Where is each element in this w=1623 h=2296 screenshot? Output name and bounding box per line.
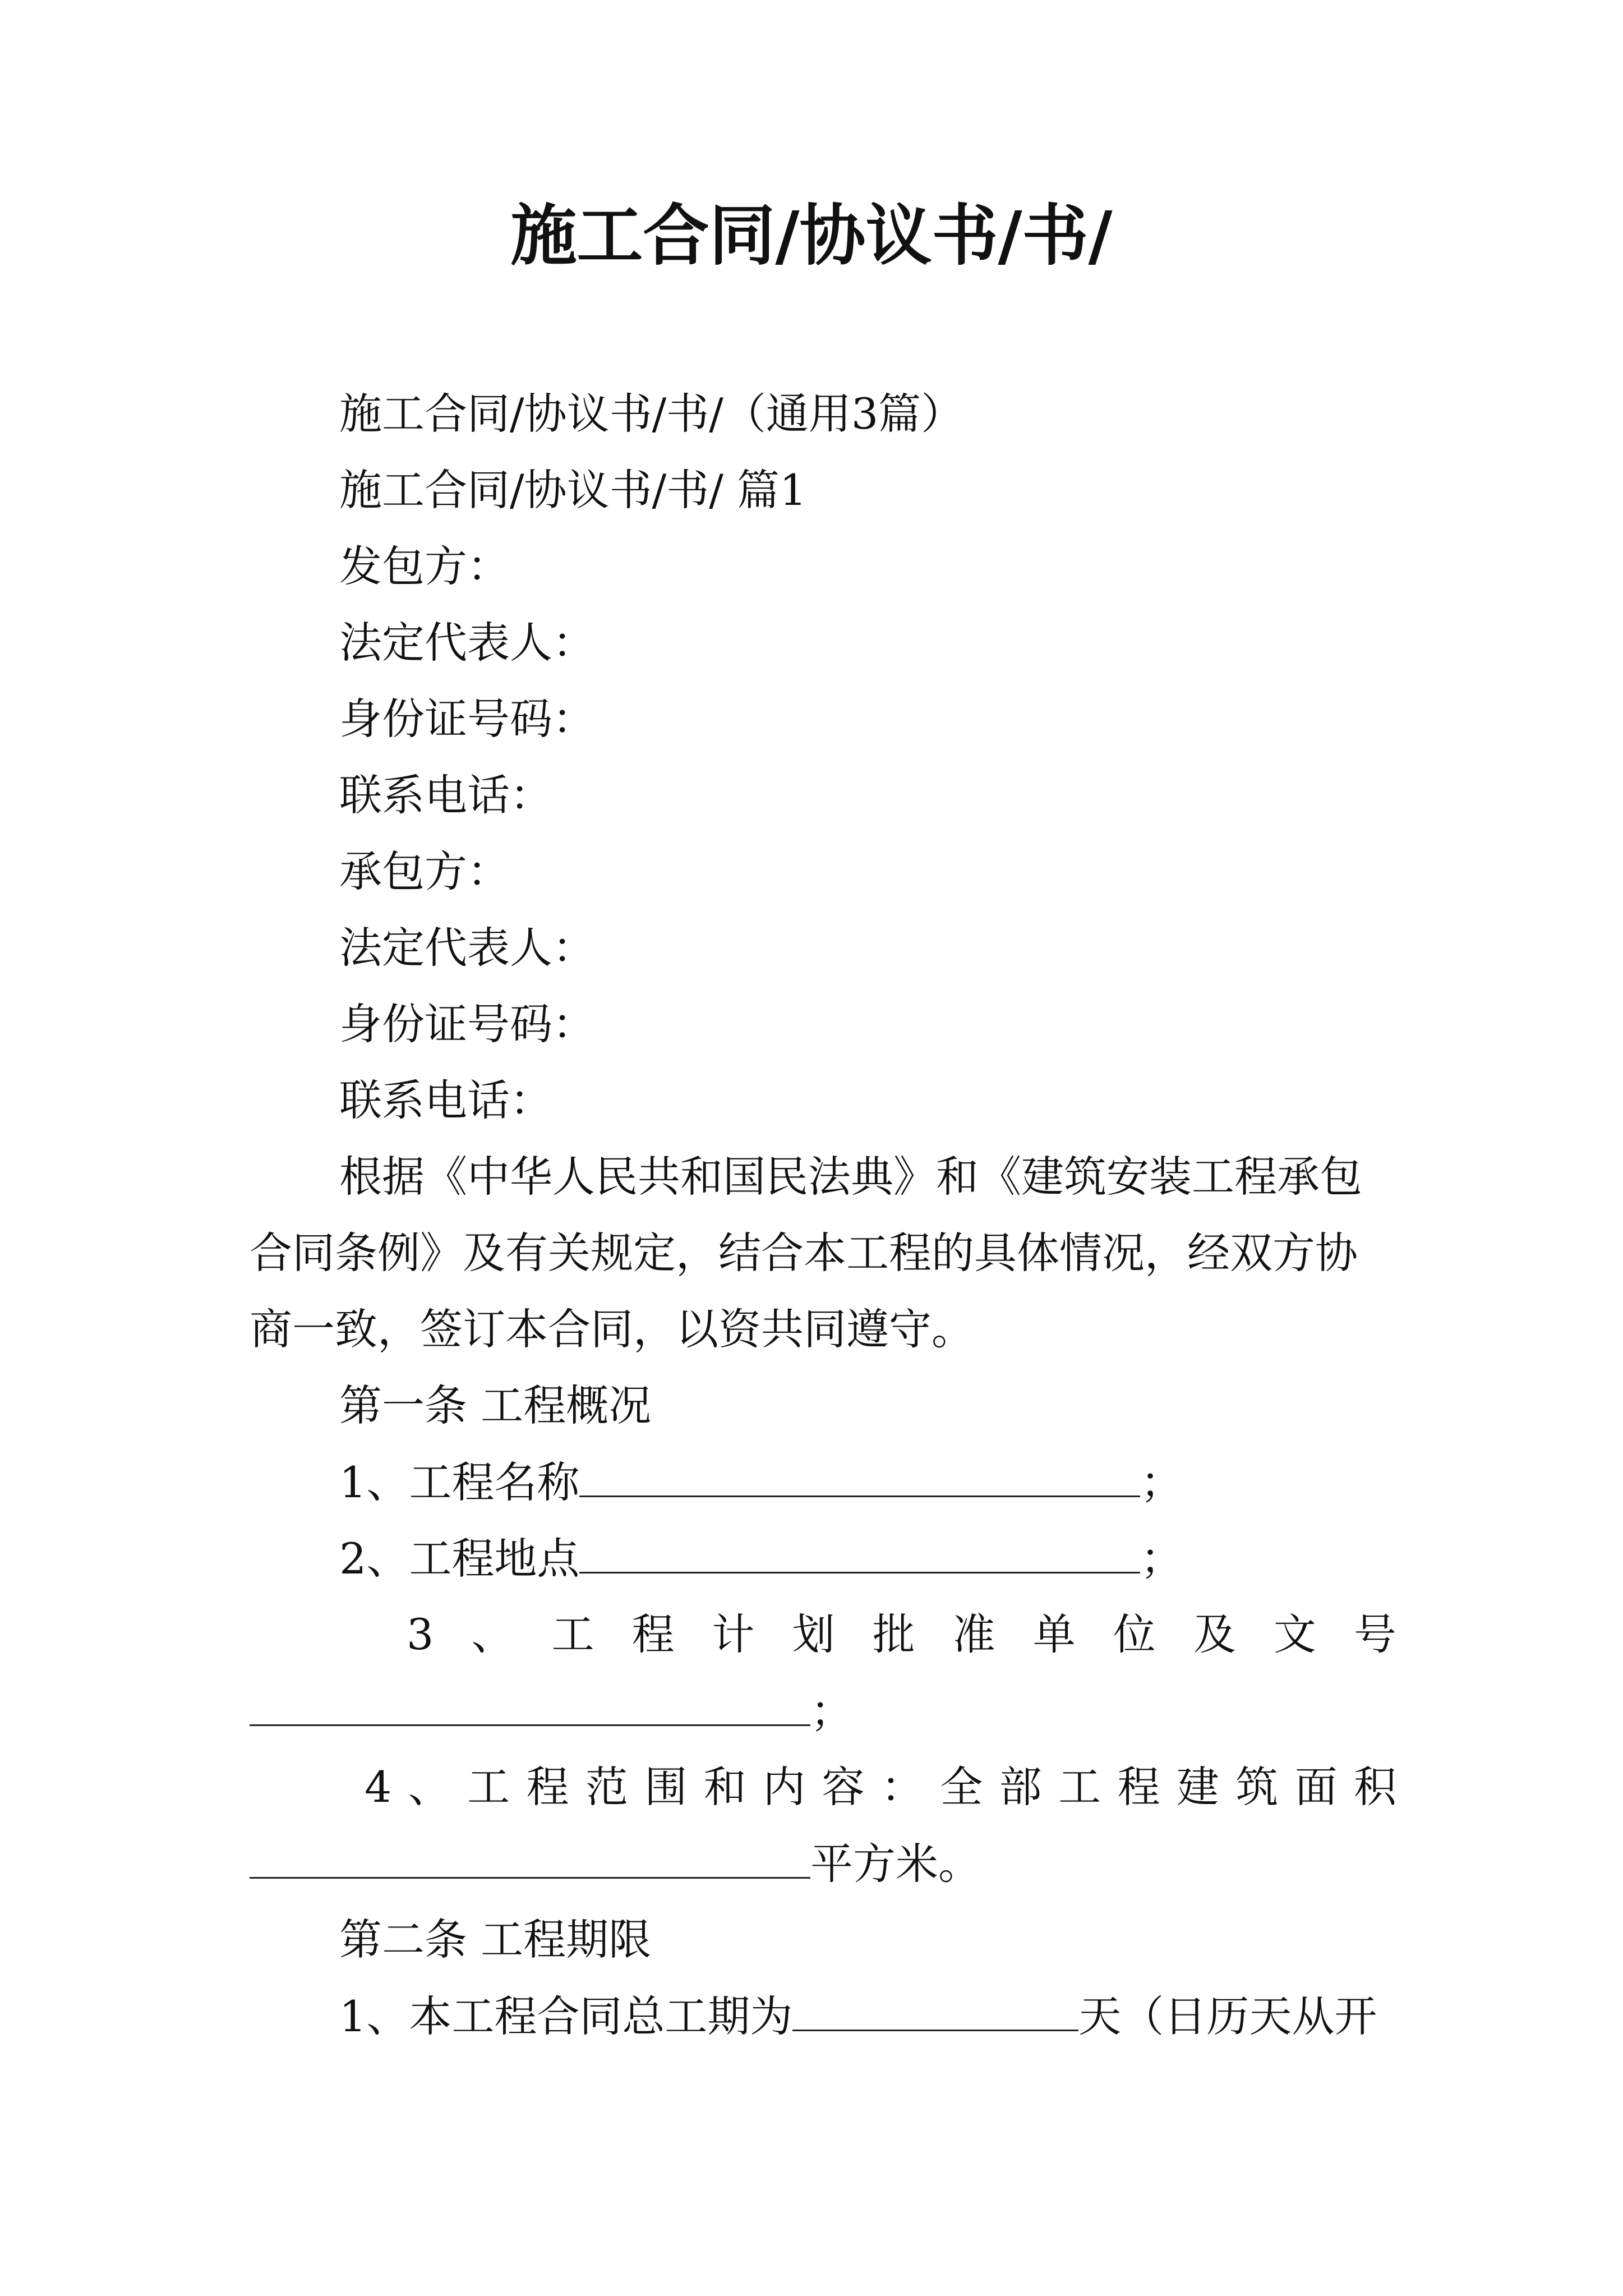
party-b-label: 承包方： bbox=[339, 846, 510, 896]
item-project-name-end: ； bbox=[1140, 1457, 1183, 1507]
scope-area-blank bbox=[250, 1837, 810, 1879]
plan-approval-char: 及 bbox=[1193, 1609, 1236, 1659]
plan-approval-char: 、 bbox=[471, 1609, 514, 1659]
plan-approval-char: 位 bbox=[1113, 1609, 1156, 1659]
total-duration-blank bbox=[792, 1989, 1078, 2031]
plan-approval-char: 划 bbox=[792, 1609, 835, 1659]
item-scope-line bbox=[365, 1760, 1396, 1814]
scope-char: 范 bbox=[585, 1762, 628, 1812]
id-number-b-label: 身份证号码： bbox=[339, 999, 595, 1049]
item-scope-end: 平方米。 bbox=[810, 1839, 981, 1889]
legal-rep-b-label: 法定代表人： bbox=[339, 923, 595, 973]
plan-approval-char: 计 bbox=[712, 1609, 755, 1659]
phone-b-label: 联系电话： bbox=[339, 1075, 552, 1125]
document-title: 施工合同/协议书/书/ bbox=[510, 196, 1113, 274]
plan-approval-char: 号 bbox=[1353, 1609, 1396, 1659]
scope-char: 部 bbox=[999, 1762, 1042, 1812]
project-name-blank bbox=[579, 1455, 1140, 1497]
item-scope-cont bbox=[250, 1837, 981, 1890]
plan-approval-char: 工 bbox=[551, 1609, 594, 1659]
plan-approval-char: 3 bbox=[407, 1609, 434, 1659]
party-a-label: 发包方： bbox=[339, 541, 510, 591]
scope-char: 建 bbox=[1176, 1762, 1219, 1812]
scope-char: 程 bbox=[1117, 1762, 1160, 1812]
item-project-location-end: ； bbox=[1140, 1534, 1183, 1584]
item-project-name-label: 1、工程名称 bbox=[339, 1457, 580, 1507]
item-project-name bbox=[339, 1455, 1183, 1509]
item-plan-approval-end: ； bbox=[810, 1686, 853, 1736]
scope-char: 程 bbox=[526, 1762, 569, 1812]
id-number-a-label: 身份证号码： bbox=[339, 694, 595, 744]
section-heading: 施工合同/协议书/书/ 篇1 bbox=[339, 465, 807, 515]
plan-approval-char: 文 bbox=[1273, 1609, 1316, 1659]
paragraph-line-3: 商一致，签订本合同，以资共同遵守。 bbox=[250, 1304, 974, 1354]
legal-rep-a-label: 法定代表人： bbox=[339, 618, 595, 668]
scope-char: 工 bbox=[467, 1762, 510, 1812]
plan-approval-char: 批 bbox=[872, 1609, 915, 1659]
project-location-blank bbox=[579, 1531, 1140, 1573]
item-total-duration-end: 天（日历天从开 bbox=[1078, 1991, 1377, 2041]
plan-approval-char: 单 bbox=[1032, 1609, 1076, 1659]
scope-char: 筑 bbox=[1235, 1762, 1279, 1812]
article-2-heading: 第二条 工程期限 bbox=[339, 1915, 652, 1964]
item-total-duration bbox=[339, 1989, 1377, 2043]
item-plan-approval-cont bbox=[250, 1684, 853, 1738]
paragraph-line-2: 合同条例》及有关规定，结合本工程的具体情况，经双方协 bbox=[250, 1228, 1358, 1278]
scope-char: 容 bbox=[822, 1762, 865, 1812]
scope-char: 4 bbox=[365, 1762, 392, 1812]
item-total-duration-label: 1、本工程合同总工期为 bbox=[339, 1991, 793, 2041]
scope-char: 和 bbox=[703, 1762, 746, 1812]
item-plan-approval-line bbox=[407, 1608, 1396, 1662]
scope-char: 内 bbox=[763, 1762, 806, 1812]
phone-a-label: 联系电话： bbox=[339, 770, 552, 820]
scope-char: ： bbox=[880, 1762, 924, 1812]
scope-char: 工 bbox=[1058, 1762, 1101, 1812]
plan-approval-char: 程 bbox=[631, 1609, 675, 1659]
article-1-heading: 第一条 工程概况 bbox=[339, 1381, 652, 1430]
scope-char: 围 bbox=[644, 1762, 688, 1812]
scope-char: 积 bbox=[1354, 1762, 1396, 1812]
subtitle-line: 施工合同/协议书/书/（通用3篇） bbox=[339, 389, 964, 439]
paragraph-line-1: 根据《中华人民共和国民法典》和《建筑安装工程承包 bbox=[339, 1152, 1362, 1202]
scope-char: 面 bbox=[1294, 1762, 1338, 1812]
item-project-location-label: 2、工程地点 bbox=[339, 1534, 580, 1584]
scope-char: 全 bbox=[940, 1762, 983, 1812]
scope-char: 、 bbox=[408, 1762, 451, 1812]
item-project-location bbox=[339, 1531, 1183, 1585]
plan-approval-char: 准 bbox=[952, 1609, 995, 1659]
plan-approval-blank bbox=[250, 1684, 810, 1726]
